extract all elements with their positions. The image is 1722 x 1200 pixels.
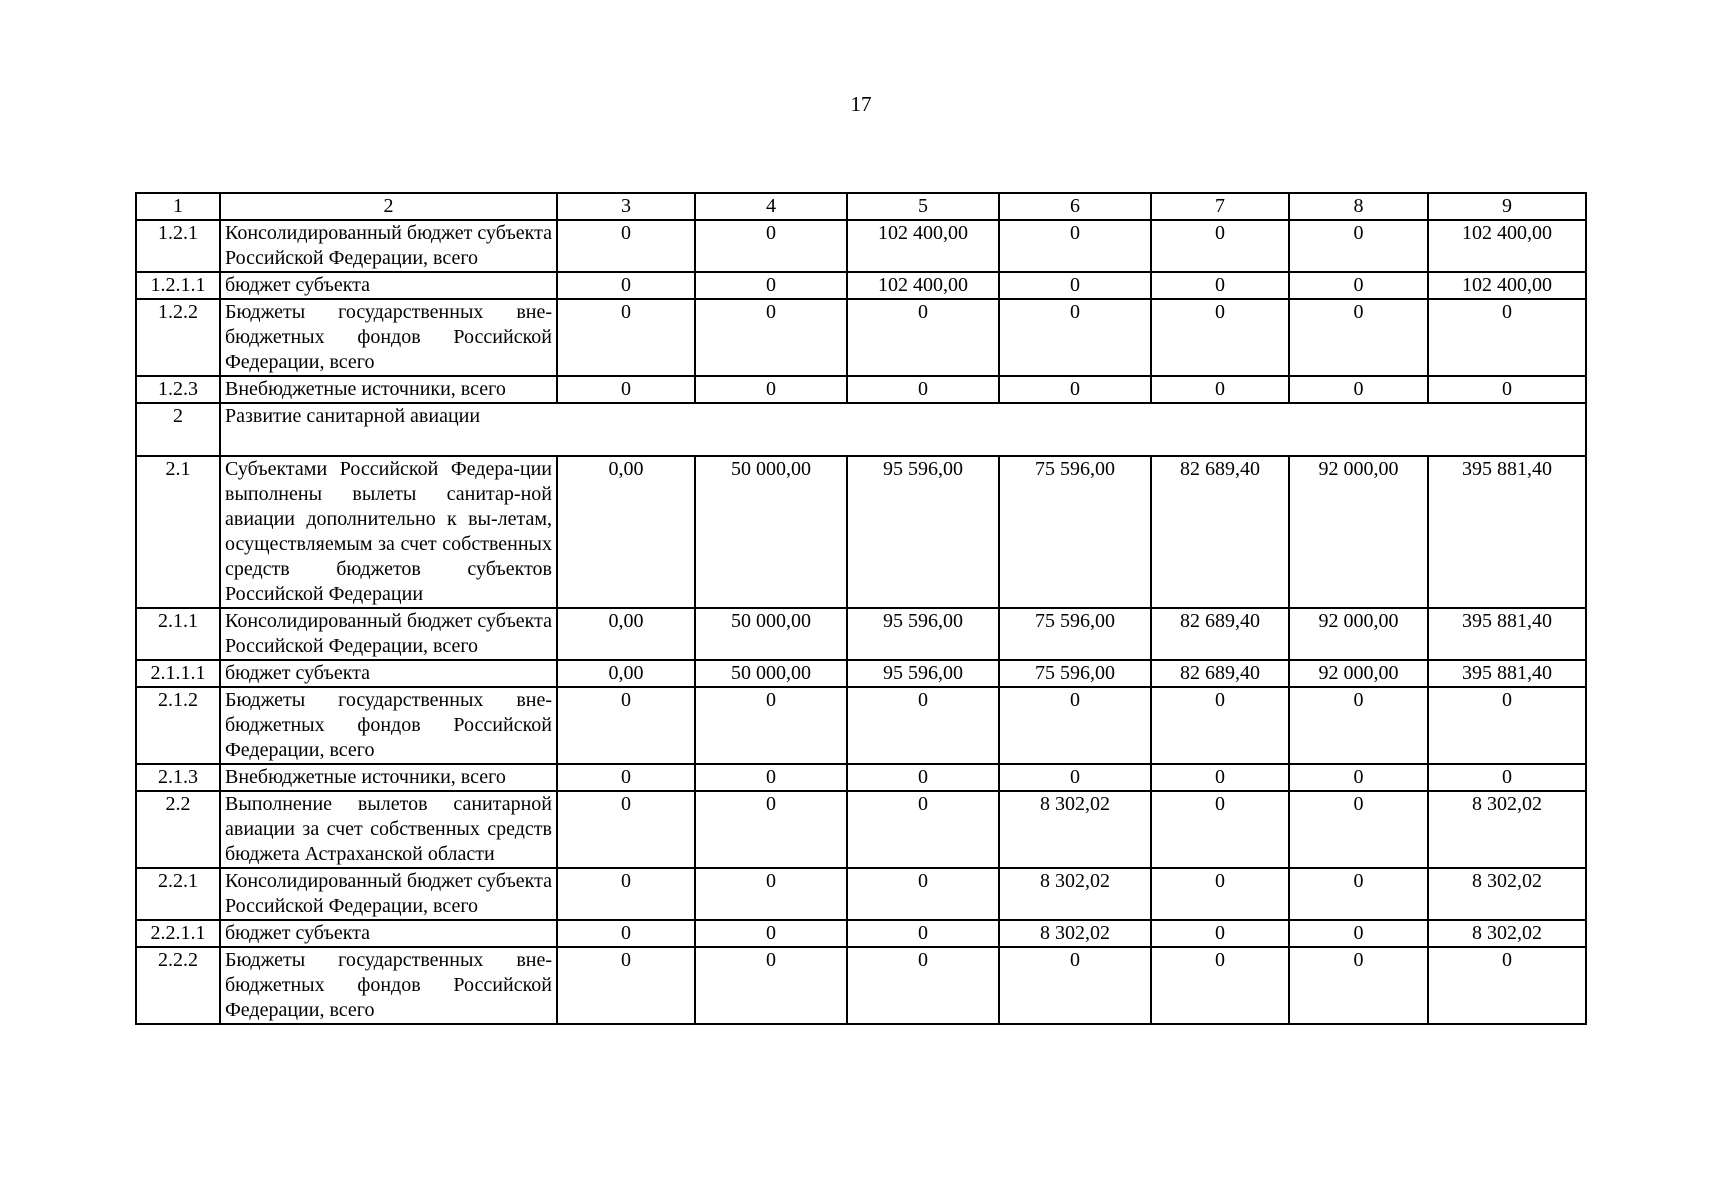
row-name-cell: Бюджеты государственных вне-бюджетных фондов Российской Федерации, всего xyxy=(220,947,557,1024)
value-cell: 0 xyxy=(1151,376,1289,403)
value-cell: 0 xyxy=(1428,376,1586,403)
value-cell: 95 596,00 xyxy=(847,456,999,608)
table-row xyxy=(136,272,1586,299)
row-number-cell: 2.1 xyxy=(136,456,220,608)
value-cell: 0 xyxy=(695,272,847,299)
value-cell: 0 xyxy=(847,947,999,1024)
value-cell: 0 xyxy=(1151,220,1289,272)
value-cell: 0 xyxy=(1151,764,1289,791)
row-name-cell: бюджет субъекта xyxy=(220,920,557,947)
value-cell: 0 xyxy=(999,687,1151,764)
row-number-cell: 2.2.2 xyxy=(136,947,220,1024)
value-cell: 395 881,40 xyxy=(1428,660,1586,687)
value-cell: 0 xyxy=(557,764,695,791)
table-row xyxy=(136,920,1586,947)
value-cell: 0 xyxy=(847,868,999,920)
row-name-cell: бюджет субъекта xyxy=(220,660,557,687)
section-row xyxy=(136,403,1586,456)
value-cell: 0,00 xyxy=(557,456,695,608)
value-cell: 0 xyxy=(1289,220,1428,272)
value-cell: 50 000,00 xyxy=(695,456,847,608)
header-row xyxy=(136,193,1586,220)
value-cell: 0,00 xyxy=(557,608,695,660)
row-name-cell: Консолидированный бюджет субъекта Российской Федерации, всего xyxy=(220,608,557,660)
value-cell: 395 881,40 xyxy=(1428,456,1586,608)
value-cell: 0 xyxy=(847,687,999,764)
row-name-cell: Выполнение вылетов санитарной авиации за счет собственных средств бюджета Астраханской области xyxy=(220,791,557,868)
value-cell: 8 302,02 xyxy=(1428,791,1586,868)
value-cell: 0 xyxy=(557,920,695,947)
page-number: 17 xyxy=(850,92,872,116)
value-cell: 395 881,40 xyxy=(1428,608,1586,660)
value-cell: 0 xyxy=(695,687,847,764)
row-number-cell: 2.1.2 xyxy=(136,687,220,764)
header-cell: 2 xyxy=(220,193,557,220)
row-name-cell: Внебюджетные источники, всего xyxy=(220,376,557,403)
value-cell: 82 689,40 xyxy=(1151,660,1289,687)
table-row xyxy=(136,687,1586,764)
value-cell: 0 xyxy=(847,764,999,791)
value-cell: 0 xyxy=(1151,272,1289,299)
row-name-cell: Внебюджетные источники, всего xyxy=(220,764,557,791)
value-cell: 95 596,00 xyxy=(847,608,999,660)
value-cell: 0 xyxy=(1428,947,1586,1024)
value-cell: 82 689,40 xyxy=(1151,456,1289,608)
row-name-cell: Консолидированный бюджет субъекта Российской Федерации, всего xyxy=(220,868,557,920)
header-cell: 1 xyxy=(136,193,220,220)
header-cell: 7 xyxy=(1151,193,1289,220)
table-row xyxy=(136,456,1586,608)
value-cell: 0 xyxy=(557,220,695,272)
row-name-cell: Бюджеты государственных вне-бюджетных фондов Российской Федерации, всего xyxy=(220,687,557,764)
value-cell: 0,00 xyxy=(557,660,695,687)
value-cell: 0 xyxy=(1151,791,1289,868)
header-cell: 3 xyxy=(557,193,695,220)
value-cell: 50 000,00 xyxy=(695,608,847,660)
header-cell: 4 xyxy=(695,193,847,220)
value-cell: 0 xyxy=(1289,272,1428,299)
value-cell: 0 xyxy=(999,299,1151,376)
value-cell: 0 xyxy=(999,947,1151,1024)
value-cell: 75 596,00 xyxy=(999,660,1151,687)
table-row xyxy=(136,220,1586,272)
value-cell: 0 xyxy=(557,687,695,764)
value-cell: 0 xyxy=(557,376,695,403)
row-number-cell: 2.2.1 xyxy=(136,868,220,920)
value-cell: 0 xyxy=(695,220,847,272)
header-cell: 6 xyxy=(999,193,1151,220)
value-cell: 0 xyxy=(557,791,695,868)
value-cell: 0 xyxy=(999,220,1151,272)
value-cell: 102 400,00 xyxy=(847,272,999,299)
row-number-cell: 1.2.2 xyxy=(136,299,220,376)
value-cell: 0 xyxy=(1428,764,1586,791)
value-cell: 0 xyxy=(695,947,847,1024)
row-number-cell: 1.2.1 xyxy=(136,220,220,272)
value-cell: 0 xyxy=(1428,687,1586,764)
value-cell: 0 xyxy=(1428,299,1586,376)
value-cell: 0 xyxy=(695,764,847,791)
row-number-cell: 2.1.1 xyxy=(136,608,220,660)
value-cell: 0 xyxy=(1151,299,1289,376)
row-number-cell: 2.2.1.1 xyxy=(136,920,220,947)
value-cell: 0 xyxy=(1289,947,1428,1024)
value-cell: 0 xyxy=(557,272,695,299)
value-cell: 0 xyxy=(1151,947,1289,1024)
table-row xyxy=(136,608,1586,660)
table-row xyxy=(136,376,1586,403)
value-cell: 0 xyxy=(1151,920,1289,947)
section-title-cell: Развитие санитарной авиации xyxy=(220,403,1586,456)
value-cell: 0 xyxy=(1151,868,1289,920)
value-cell: 0 xyxy=(999,376,1151,403)
value-cell: 8 302,02 xyxy=(999,791,1151,868)
value-cell: 0 xyxy=(999,272,1151,299)
value-cell: 75 596,00 xyxy=(999,456,1151,608)
table-row xyxy=(136,299,1586,376)
value-cell: 0 xyxy=(695,868,847,920)
table-row xyxy=(136,660,1586,687)
row-number-cell: 2.1.3 xyxy=(136,764,220,791)
value-cell: 92 000,00 xyxy=(1289,456,1428,608)
row-name-cell: Бюджеты государственных вне-бюджетных фондов Российской Федерации, всего xyxy=(220,299,557,376)
value-cell: 0 xyxy=(847,920,999,947)
budget-table xyxy=(135,192,1587,1025)
value-cell: 0 xyxy=(1289,920,1428,947)
value-cell: 102 400,00 xyxy=(1428,272,1586,299)
value-cell: 0 xyxy=(557,868,695,920)
value-cell: 92 000,00 xyxy=(1289,660,1428,687)
row-name-cell: Консолидированный бюджет субъекта Российской Федерации, всего xyxy=(220,220,557,272)
value-cell: 0 xyxy=(1289,868,1428,920)
value-cell: 0 xyxy=(1289,376,1428,403)
budget-table-body xyxy=(136,193,1586,1024)
value-cell: 0 xyxy=(1289,687,1428,764)
row-number-cell: 2 xyxy=(136,403,220,456)
row-name-cell: Субъектами Российской Федера-ции выполнены вылеты санитар-ной авиации дополнительно к вы-летам, осуществляемым за счет собственных средств бюджетов субъектов Российской Федерации xyxy=(220,456,557,608)
value-cell: 0 xyxy=(695,791,847,868)
row-number-cell: 2.1.1.1 xyxy=(136,660,220,687)
value-cell: 0 xyxy=(557,299,695,376)
value-cell: 0 xyxy=(1151,687,1289,764)
table-row xyxy=(136,947,1586,1024)
value-cell: 82 689,40 xyxy=(1151,608,1289,660)
value-cell: 102 400,00 xyxy=(847,220,999,272)
value-cell: 75 596,00 xyxy=(999,608,1151,660)
row-number-cell: 1.2.3 xyxy=(136,376,220,403)
header-cell: 9 xyxy=(1428,193,1586,220)
value-cell: 50 000,00 xyxy=(695,660,847,687)
value-cell: 92 000,00 xyxy=(1289,608,1428,660)
value-cell: 0 xyxy=(695,376,847,403)
value-cell: 8 302,02 xyxy=(999,868,1151,920)
value-cell: 0 xyxy=(1289,791,1428,868)
value-cell: 0 xyxy=(1289,764,1428,791)
header-cell: 8 xyxy=(1289,193,1428,220)
row-name-cell: бюджет субъекта xyxy=(220,272,557,299)
row-number-cell: 2.2 xyxy=(136,791,220,868)
value-cell: 0 xyxy=(557,947,695,1024)
value-cell: 8 302,02 xyxy=(999,920,1151,947)
value-cell: 0 xyxy=(999,764,1151,791)
value-cell: 0 xyxy=(847,791,999,868)
value-cell: 95 596,00 xyxy=(847,660,999,687)
value-cell: 8 302,02 xyxy=(1428,920,1586,947)
value-cell: 102 400,00 xyxy=(1428,220,1586,272)
table-row xyxy=(136,868,1586,920)
value-cell: 8 302,02 xyxy=(1428,868,1586,920)
value-cell: 0 xyxy=(695,920,847,947)
value-cell: 0 xyxy=(847,376,999,403)
table-row xyxy=(136,764,1586,791)
value-cell: 0 xyxy=(695,299,847,376)
table-row xyxy=(136,791,1586,868)
header-cell: 5 xyxy=(847,193,999,220)
value-cell: 0 xyxy=(1289,299,1428,376)
value-cell: 0 xyxy=(847,299,999,376)
row-number-cell: 1.2.1.1 xyxy=(136,272,220,299)
